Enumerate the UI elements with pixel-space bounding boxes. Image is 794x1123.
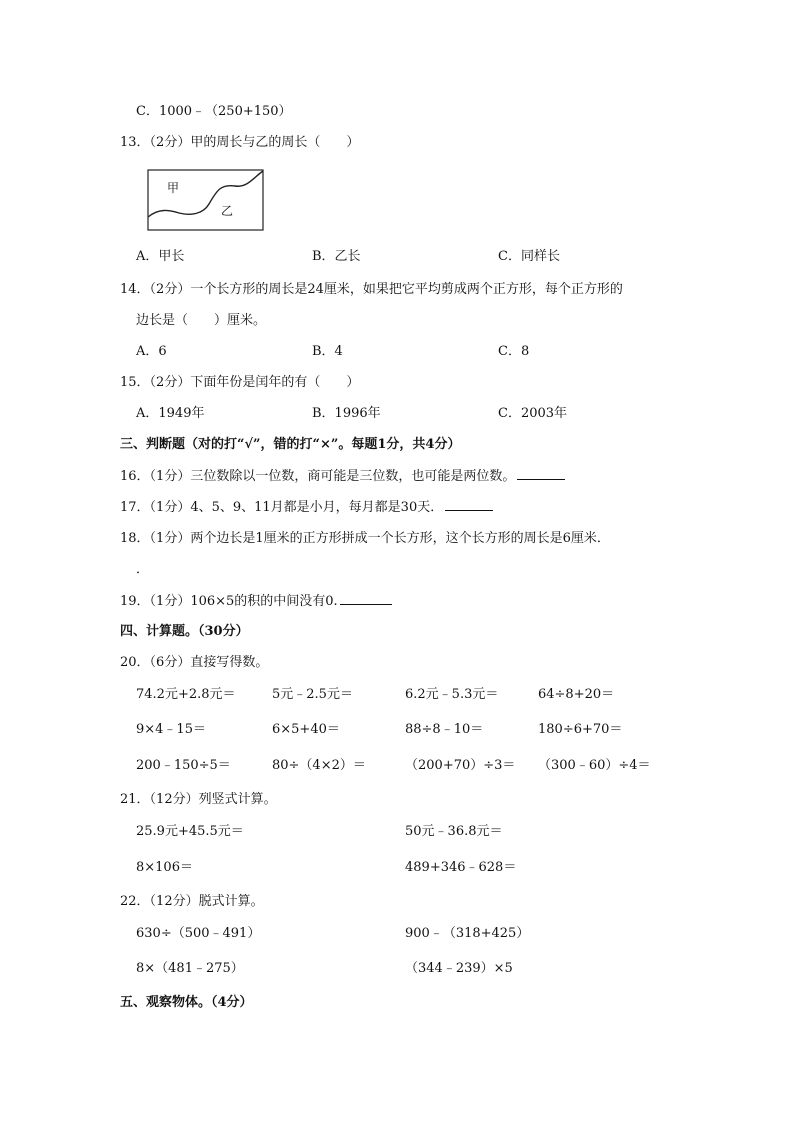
- section-3-title: 三、判断题（对的打“√”，错的打“×”。每题1分，共4分）: [120, 437, 461, 452]
- question-22: 22．（12分）脱式计算。: [120, 894, 264, 909]
- q15-option-b: B．1996年: [312, 406, 381, 421]
- question-18: 18．（1分）两个边长是1厘米的正方形拼成一个长方形，这个长方形的周长是6厘米．: [120, 531, 610, 546]
- q14-option-a: A．6: [136, 344, 167, 359]
- q20-r3-c3: （200+70）÷3＝: [405, 758, 516, 773]
- q21-r1-c1: 25.9元+45.5元＝: [136, 824, 244, 839]
- question-19: [120, 592, 392, 611]
- label-yi: 乙: [221, 204, 234, 218]
- q20-r1-c1: 74.2元+2.8元＝: [136, 687, 236, 702]
- q22-r2-c1: 8×（481﹣275）: [136, 961, 244, 976]
- question-16-text: 16．（1分）三位数除以一位数，商可能是三位数，也可能是两位数。: [120, 469, 516, 484]
- q12-option-c: C．1000﹣（250+150）: [136, 104, 292, 119]
- q22-r2-c2: （344﹣239）×5: [405, 961, 513, 976]
- question-14-line2: 边长是（ ）厘米。: [136, 313, 267, 328]
- q22-r1-c2: 900﹣（318+425）: [405, 926, 530, 941]
- answer-blank-17[interactable]: [445, 498, 493, 511]
- label-jia: 甲: [167, 181, 180, 195]
- q13-option-c: C．同样长: [498, 249, 560, 264]
- question-13: 13．（2分）甲的周长与乙的周长（ ）: [120, 135, 360, 150]
- q15-option-c: C．2003年: [498, 406, 568, 421]
- q21-r1-c2: 50元﹣36.8元＝: [405, 824, 503, 839]
- question-17: [120, 498, 493, 517]
- question-21: 21．（12分）列竖式计算。: [120, 792, 277, 807]
- q14-option-c: C．8: [498, 344, 530, 359]
- figure-curve: [148, 171, 263, 217]
- figure-rectangle: [148, 170, 263, 230]
- q22-r1-c1: 630÷（500﹣491）: [136, 926, 261, 941]
- q20-r3-c2: 80÷（4×2）＝: [272, 758, 366, 773]
- q14-option-b: B．4: [312, 344, 343, 359]
- answer-blank-16[interactable]: [517, 467, 565, 480]
- question-15: 15．（2分）下面年份是闰年的有（ ）: [120, 375, 360, 390]
- q20-r1-c3: 6.2元﹣5.3元＝: [405, 687, 499, 702]
- q21-r2-c2: 489+346﹣628＝: [405, 860, 517, 875]
- question-17-text: 17．（1分）4、5、9、11月都是小月，每月都是30天．: [120, 500, 444, 515]
- q20-r1-c2: 5元﹣2.5元＝: [272, 687, 353, 702]
- q15-option-a: A．1949年: [136, 406, 205, 421]
- q20-r3-c4: （300﹣60）÷4＝: [538, 758, 651, 773]
- q20-r1-c4: 64÷8+20＝: [538, 687, 615, 702]
- question-16: [120, 467, 565, 486]
- section-4-title: 四、计算题。（30分）: [120, 624, 249, 639]
- question-20: 20．（6分）直接写得数。: [120, 655, 269, 670]
- section-5-title: 五、观察物体。（4分）: [120, 995, 253, 1010]
- question-14-line1: 14．（2分）一个长方形的周长是24厘米，如果把它平均剪成两个正方形，每个正方形的: [120, 282, 623, 297]
- question-18-blank[interactable]: ．: [136, 562, 150, 577]
- q21-r2-c1: 8×106＝: [136, 860, 193, 875]
- q20-r2-c1: 9×4﹣15＝: [136, 722, 206, 737]
- q13-figure: [147, 168, 265, 232]
- q13-option-b: B．乙长: [312, 249, 361, 264]
- answer-blank-19[interactable]: [340, 592, 392, 605]
- q20-r2-c3: 88÷8﹣10＝: [405, 722, 484, 737]
- q20-r2-c2: 6×5+40＝: [272, 722, 340, 737]
- q13-option-a: A．甲长: [136, 249, 185, 264]
- q20-r3-c1: 200﹣150÷5＝: [136, 758, 231, 773]
- question-19-text: 19．（1分）106×5的积的中间没有0.: [120, 594, 338, 609]
- q20-r2-c4: 180÷6+70＝: [538, 722, 623, 737]
